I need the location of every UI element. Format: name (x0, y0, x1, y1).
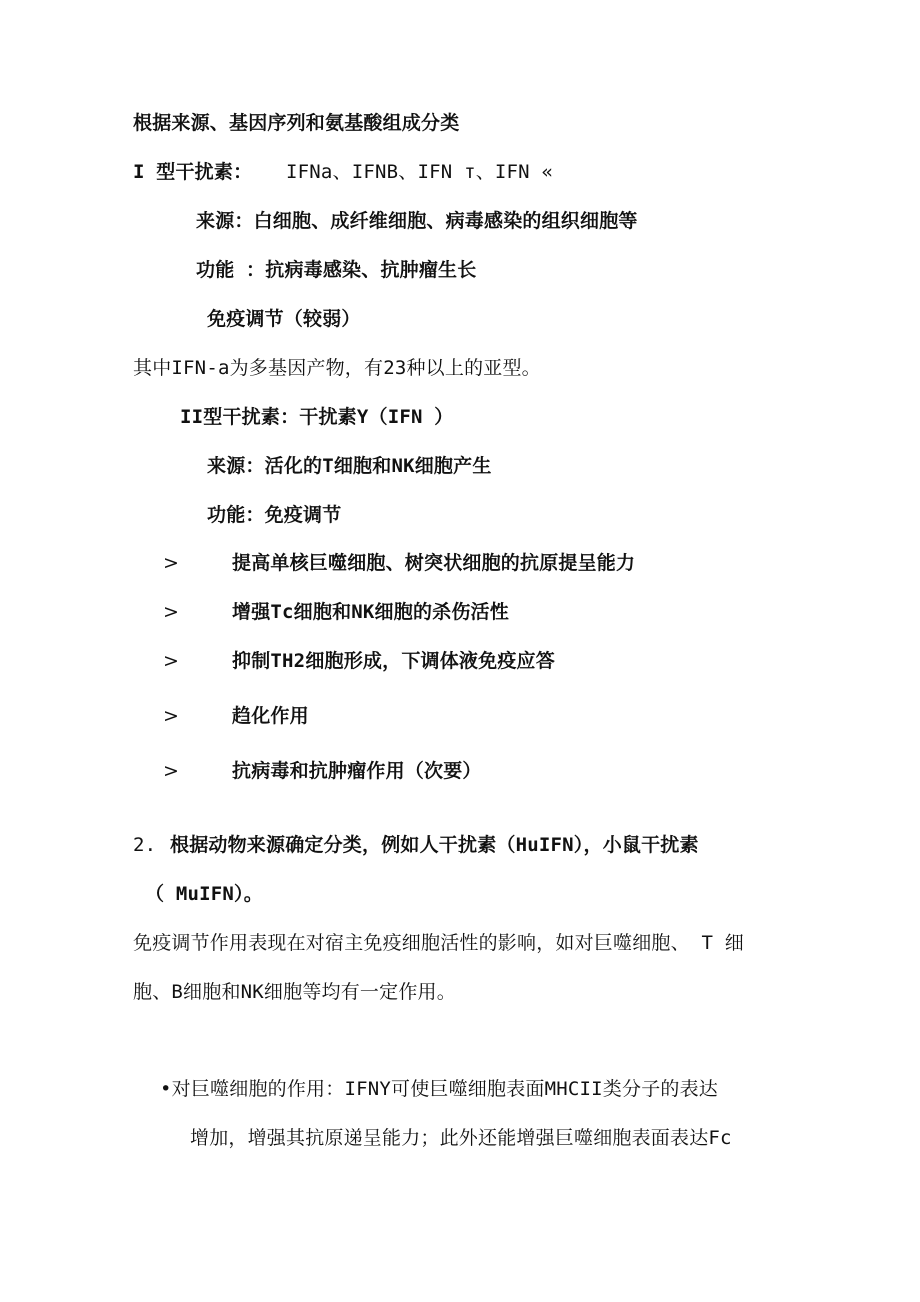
bullet-marker: > (163, 601, 179, 623)
type2-bullet: 增强Tc细胞和NK细胞的杀伤活性 (232, 601, 509, 623)
type1-label: I 型干扰素： (133, 161, 253, 183)
type2-bullet: 抗病毒和抗肿瘤作用（次要） (232, 760, 482, 782)
type1-immune: 免疫调节（较弱） (207, 308, 361, 330)
section2-line2: （ MuIFN）。 (145, 883, 263, 905)
type1-members: IFNa、IFNB、IFN т、IFN « (286, 161, 554, 183)
type2-bullet: 提高单核巨噬细胞、树突状细胞的抗原提呈能力 (232, 552, 636, 574)
type2-source: 来源：活化的T细胞和NK细胞产生 (207, 455, 492, 477)
classification-heading: 根据来源、基因序列和氨基酸组成分类 (133, 112, 460, 134)
bullet-marker: > (163, 650, 179, 672)
immune-para-line2: 胞、B细胞和NK细胞等均有一定作用。 (133, 981, 456, 1003)
ifn-a-note: 其中IFN-a为多基因产物，有23种以上的亚型。 (133, 357, 541, 379)
bullet-marker: > (163, 760, 179, 782)
immune-para-line1: 免疫调节作用表现在对宿主免疫细胞活性的影响，如对巨噬细胞、 T 细 (133, 932, 744, 954)
type1-function: 功能 ：抗病毒感染、抗肿瘤生长 (196, 259, 477, 281)
type2-bullet: 抑制TH2细胞形成，下调体液免疫应答 (232, 650, 555, 672)
bullet-marker: > (163, 705, 179, 727)
type1-source: 来源：白细胞、成纤维细胞、病毒感染的组织细胞等 (196, 210, 638, 232)
type2-title: II型干扰素：干扰素Y（IFN ） (180, 406, 454, 428)
bullet-marker: > (163, 552, 179, 574)
macrophage-line2: 增加，增强其抗原递呈能力；此外还能增强巨噬细胞表面表达Fc (190, 1127, 732, 1149)
type2-bullet: 趋化作用 (232, 705, 309, 727)
section2-line1: 根据动物来源确定分类，例如人干扰素（HuIFN），小鼠干扰素 (170, 834, 699, 856)
macrophage-line1: •对巨噬细胞的作用：IFNY可使巨噬细胞表面MHCII类分子的表达 (160, 1078, 718, 1100)
type2-function: 功能：免疫调节 (207, 504, 342, 526)
section2-number: 2. (133, 834, 157, 856)
